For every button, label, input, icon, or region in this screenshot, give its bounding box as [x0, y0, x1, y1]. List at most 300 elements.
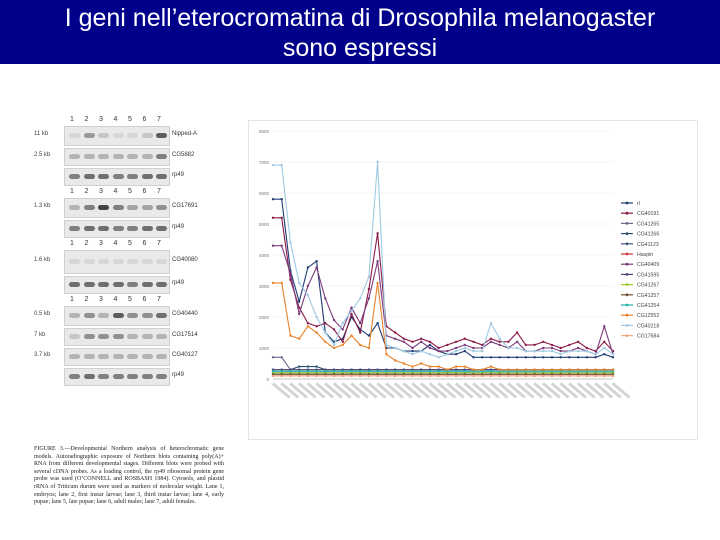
blot-gene-label: rp49: [172, 372, 185, 378]
blot-gene-label: rp49: [172, 224, 185, 230]
data-point: [542, 350, 544, 352]
legend-marker: [626, 273, 629, 276]
data-point: [542, 375, 544, 377]
blot-size-label: 1.6 kb: [34, 257, 51, 263]
data-point: [446, 344, 448, 346]
data-point: [394, 331, 396, 333]
data-point: [307, 375, 309, 377]
data-point: [298, 300, 300, 302]
data-point: [376, 260, 378, 262]
data-point: [368, 334, 370, 336]
data-point: [429, 347, 431, 349]
data-point: [368, 370, 370, 372]
blot-band: [69, 259, 80, 264]
data-point: [411, 375, 413, 377]
blot-band: [113, 282, 124, 287]
data-point: [307, 266, 309, 268]
lane-number: 2: [84, 188, 89, 195]
legend-marker: [626, 232, 629, 235]
lane-number: 6: [142, 296, 147, 303]
blot-band: [127, 154, 138, 159]
data-point: [350, 307, 352, 309]
data-point: [472, 375, 474, 377]
blot-band: [113, 174, 124, 179]
blot-gene-label: CG17514: [172, 332, 198, 338]
data-point: [359, 370, 361, 372]
blot-gene-label: Nipped-A: [172, 131, 198, 137]
data-point: [376, 161, 378, 163]
blot-band: [84, 133, 95, 138]
blot-band: [84, 259, 95, 264]
chart-svg: [249, 121, 697, 439]
data-point: [298, 282, 300, 284]
data-point: [516, 347, 518, 349]
blot-band: [156, 259, 167, 264]
legend-marker: [626, 212, 629, 215]
lane-number: 3: [99, 296, 103, 303]
legend-label: rl: [637, 201, 640, 207]
blot-gene-label: CG40440: [172, 311, 198, 317]
data-point: [429, 353, 431, 355]
blot-band: [127, 334, 138, 339]
lane-number: 3: [99, 116, 103, 123]
legend-label: CG40218: [637, 323, 660, 330]
data-point: [472, 350, 474, 352]
blot-band: [156, 133, 167, 138]
data-point: [577, 369, 579, 371]
blot-gene-label: CG5882: [172, 152, 195, 158]
blot-band: [142, 154, 153, 159]
data-point: [359, 297, 361, 299]
data-point: [359, 375, 361, 377]
data-point: [333, 370, 335, 372]
data-point: [612, 375, 614, 377]
lane-number: 2: [84, 240, 89, 247]
data-point: [342, 328, 344, 330]
data-point: [385, 344, 387, 346]
blot-band: [113, 313, 124, 318]
data-point: [403, 341, 405, 343]
data-point: [437, 350, 439, 352]
blot-band: [156, 354, 167, 359]
data-point: [350, 370, 352, 372]
data-point: [307, 322, 309, 324]
data-point: [281, 217, 283, 219]
data-point: [446, 375, 448, 377]
slide-title-line1: I geni nell’eterocromatina di Drosophila melanogaster: [64, 4, 656, 32]
data-point: [437, 356, 439, 358]
data-point: [533, 369, 535, 371]
y-tick-label: 7000: [258, 160, 269, 165]
data-point: [272, 245, 274, 247]
data-point: [464, 338, 466, 340]
data-point: [420, 362, 422, 364]
data-point: [272, 370, 274, 372]
blot-band: [127, 174, 138, 179]
data-point: [472, 356, 474, 358]
data-point: [446, 369, 448, 371]
data-point: [551, 356, 553, 358]
data-point: [315, 370, 317, 372]
blot-band: [98, 282, 109, 287]
data-point: [411, 370, 413, 372]
data-point: [403, 370, 405, 372]
data-point: [542, 347, 544, 349]
blot-band: [142, 374, 153, 379]
data-point: [394, 370, 396, 372]
data-point: [507, 375, 509, 377]
blot-band: [98, 226, 109, 231]
legend-label: Haspin: [637, 252, 654, 258]
blot-band: [156, 205, 167, 210]
data-point: [551, 350, 553, 352]
data-point: [603, 325, 605, 327]
data-point: [429, 341, 431, 343]
data-point: [446, 350, 448, 352]
blot-band: [113, 374, 124, 379]
data-point: [516, 375, 518, 377]
data-point: [568, 369, 570, 371]
blot-panel: [64, 198, 170, 218]
blot-band: [98, 154, 109, 159]
data-point: [350, 313, 352, 315]
data-point: [603, 375, 605, 377]
data-point: [394, 359, 396, 361]
data-point: [490, 338, 492, 340]
data-point: [481, 375, 483, 377]
data-point: [586, 356, 588, 358]
data-point: [507, 369, 509, 371]
data-point: [525, 356, 527, 358]
data-point: [429, 365, 431, 367]
data-point: [342, 341, 344, 343]
data-point: [594, 356, 596, 358]
data-point: [455, 375, 457, 377]
data-point: [281, 370, 283, 372]
legend-marker: [626, 314, 629, 317]
y-tick-label: 3000: [258, 284, 269, 289]
data-point: [403, 338, 405, 340]
data-point: [472, 347, 474, 349]
data-point: [307, 365, 309, 367]
legend-label: CG41257: [637, 292, 660, 299]
blot-band: [69, 354, 80, 359]
data-point: [333, 347, 335, 349]
data-point: [420, 375, 422, 377]
lane-number: 5: [128, 188, 132, 195]
slide-title: [0, 3, 720, 63]
data-point: [281, 198, 283, 200]
blot-band: [113, 133, 124, 138]
blot-band: [127, 133, 138, 138]
blot-size-label: 0.5 kb: [34, 311, 51, 317]
data-point: [472, 369, 474, 371]
data-point: [411, 365, 413, 367]
blot-size-label: 11 kb: [34, 131, 49, 137]
data-point: [394, 338, 396, 340]
data-point: [498, 375, 500, 377]
data-point: [559, 356, 561, 358]
y-tick-label: 8000: [258, 129, 269, 134]
lane-number: 3: [99, 240, 103, 247]
blot-gene-label: rp49: [172, 172, 185, 178]
data-point: [481, 356, 483, 358]
blot-band: [69, 205, 80, 210]
blot-band: [69, 133, 80, 138]
blot-panel: [64, 348, 170, 366]
blot-band: [69, 174, 80, 179]
data-point: [586, 375, 588, 377]
y-tick-label: 4000: [258, 253, 269, 258]
data-point: [298, 313, 300, 315]
data-point: [342, 375, 344, 377]
blot-band: [98, 354, 109, 359]
series-line: [273, 199, 613, 357]
data-point: [368, 297, 370, 299]
data-point: [315, 260, 317, 262]
data-point: [551, 347, 553, 349]
expression-line-chart: [248, 120, 698, 440]
data-point: [324, 297, 326, 299]
y-tick-label: 5000: [258, 222, 269, 227]
data-point: [281, 164, 283, 166]
blot-band: [98, 374, 109, 379]
blot-band: [142, 226, 153, 231]
lane-number: 7: [157, 296, 161, 303]
blot-band: [142, 282, 153, 287]
data-point: [507, 347, 509, 349]
data-point: [533, 375, 535, 377]
blot-gene-label: CG40127: [172, 352, 198, 358]
blot-band: [113, 354, 124, 359]
data-point: [446, 353, 448, 355]
data-point: [490, 375, 492, 377]
blot-band: [69, 374, 80, 379]
legend-marker: [626, 253, 629, 256]
blot-size-label: 3.7 kb: [34, 352, 51, 358]
legend-label: CG40191: [637, 211, 660, 218]
data-point: [533, 344, 535, 346]
legend-label: CG12552: [637, 313, 660, 320]
blot-band: [142, 259, 153, 264]
series-line: [273, 162, 613, 357]
data-point: [368, 276, 370, 278]
blot-band: [127, 354, 138, 359]
legend-label: CG41266: [637, 231, 660, 238]
data-point: [455, 341, 457, 343]
blot-panel: [64, 148, 170, 166]
lane-number: 7: [157, 240, 161, 247]
legend-label: CG17684: [637, 333, 660, 340]
data-point: [298, 338, 300, 340]
legend-label: CG41254: [637, 303, 660, 309]
data-point: [481, 344, 483, 346]
lane-number: 4: [113, 240, 118, 247]
data-point: [594, 375, 596, 377]
data-point: [551, 344, 553, 346]
blot-band: [84, 205, 95, 210]
data-point: [411, 353, 413, 355]
data-point: [542, 356, 544, 358]
data-point: [551, 375, 553, 377]
data-point: [559, 375, 561, 377]
data-point: [333, 344, 335, 346]
data-point: [568, 344, 570, 346]
blot-band: [142, 174, 153, 179]
data-point: [350, 334, 352, 336]
blot-gene-label: CG40080: [172, 257, 198, 263]
data-point: [464, 365, 466, 367]
data-point: [420, 341, 422, 343]
data-point: [481, 350, 483, 352]
blot-band: [156, 334, 167, 339]
legend-marker: [626, 334, 629, 337]
y-tick-label: 2000: [258, 315, 269, 320]
data-point: [586, 350, 588, 352]
data-point: [498, 344, 500, 346]
data-point: [577, 350, 579, 352]
data-point: [411, 347, 413, 349]
y-tick-label: 0: [266, 377, 269, 382]
data-point: [324, 375, 326, 377]
data-point: [342, 322, 344, 324]
data-point: [498, 369, 500, 371]
data-point: [342, 370, 344, 372]
blot-size-label: 1.3 kb: [34, 203, 51, 209]
legend-label: CG41595: [637, 272, 660, 279]
blot-band: [156, 154, 167, 159]
blot-band: [127, 259, 138, 264]
data-point: [420, 350, 422, 352]
blot-band: [84, 282, 95, 287]
data-point: [568, 375, 570, 377]
blot-panel: [64, 276, 170, 294]
lane-number: 1: [70, 188, 74, 195]
blot-band: [84, 154, 95, 159]
data-point: [490, 322, 492, 324]
data-point: [333, 328, 335, 330]
blot-band: [69, 282, 80, 287]
data-point: [315, 375, 317, 377]
data-point: [577, 341, 579, 343]
blot-band: [156, 174, 167, 179]
data-point: [464, 375, 466, 377]
data-point: [551, 369, 553, 371]
blot-band: [69, 313, 80, 318]
data-point: [333, 375, 335, 377]
data-point: [385, 353, 387, 355]
blot-band: [98, 133, 109, 138]
data-point: [420, 338, 422, 340]
data-point: [472, 341, 474, 343]
data-point: [507, 341, 509, 343]
lane-number: 5: [128, 240, 132, 247]
data-point: [315, 266, 317, 268]
figure-caption: FIGURE 3.—Developmental Northern analysis of heterochromatic gene models. Autoradiographic exposure of Northern blots containing poly(A)+ RNA from different developmental stages. Different blots were probed with several cDNA probes. As a loading control, the rp49 ribosomal protein gene probe was used (O’CONNELL and ROSBASH 1984). Cytosols, and plastid rRNA of Triticum durum were used as markers of molecular weight. Lane 1, embryos; lane 2, first instar larvae; lane 3, third instar larvae; lane 4, early pupae; lane 5, late pupae; lane 6, adult males; lane 7, adult females.: [34, 446, 224, 506]
blot-panel: [64, 220, 170, 238]
legend-marker: [626, 304, 629, 307]
data-point: [603, 353, 605, 355]
data-point: [315, 316, 317, 318]
legend-label: CG40409: [637, 262, 660, 269]
data-point: [315, 325, 317, 327]
data-point: [272, 164, 274, 166]
data-point: [298, 370, 300, 372]
data-point: [429, 344, 431, 346]
data-point: [324, 322, 326, 324]
y-tick-label: 6000: [258, 191, 269, 196]
blot-band: [127, 205, 138, 210]
data-point: [516, 331, 518, 333]
blot-band: [156, 313, 167, 318]
data-point: [272, 375, 274, 377]
data-point: [603, 347, 605, 349]
data-point: [307, 285, 309, 287]
data-point: [525, 350, 527, 352]
blot-band: [84, 374, 95, 379]
blot-band: [113, 226, 124, 231]
data-point: [368, 288, 370, 290]
data-point: [368, 347, 370, 349]
lane-number: 4: [113, 188, 118, 195]
title-bar: [0, 0, 720, 64]
data-point: [525, 375, 527, 377]
data-point: [455, 370, 457, 372]
data-point: [403, 375, 405, 377]
legend-marker: [626, 242, 629, 245]
data-point: [533, 356, 535, 358]
data-point: [359, 322, 361, 324]
blot-band: [98, 205, 109, 210]
data-point: [464, 347, 466, 349]
data-point: [376, 282, 378, 284]
data-point: [289, 334, 291, 336]
data-point: [498, 338, 500, 340]
data-point: [464, 344, 466, 346]
data-point: [272, 217, 274, 219]
data-point: [385, 375, 387, 377]
blot-band: [69, 154, 80, 159]
lane-number: 1: [70, 296, 74, 303]
blot-band: [142, 354, 153, 359]
lane-number: 7: [157, 116, 161, 123]
data-point: [516, 369, 518, 371]
data-point: [455, 353, 457, 355]
data-point: [577, 347, 579, 349]
data-point: [437, 370, 439, 372]
data-point: [490, 341, 492, 343]
lane-number: 1: [70, 116, 74, 123]
data-point: [385, 370, 387, 372]
data-point: [429, 375, 431, 377]
data-point: [464, 350, 466, 352]
blot-panel: [64, 368, 170, 386]
data-point: [376, 375, 378, 377]
blot-gene-label: rp49: [172, 280, 185, 286]
data-point: [455, 347, 457, 349]
data-point: [594, 369, 596, 371]
blot-band: [127, 282, 138, 287]
blot-band: [98, 259, 109, 264]
data-point: [559, 350, 561, 352]
blot-band: [127, 226, 138, 231]
data-point: [368, 375, 370, 377]
data-point: [559, 369, 561, 371]
data-point: [333, 319, 335, 321]
blot-panel: [64, 250, 170, 274]
legend-marker: [626, 293, 629, 296]
data-point: [577, 375, 579, 377]
